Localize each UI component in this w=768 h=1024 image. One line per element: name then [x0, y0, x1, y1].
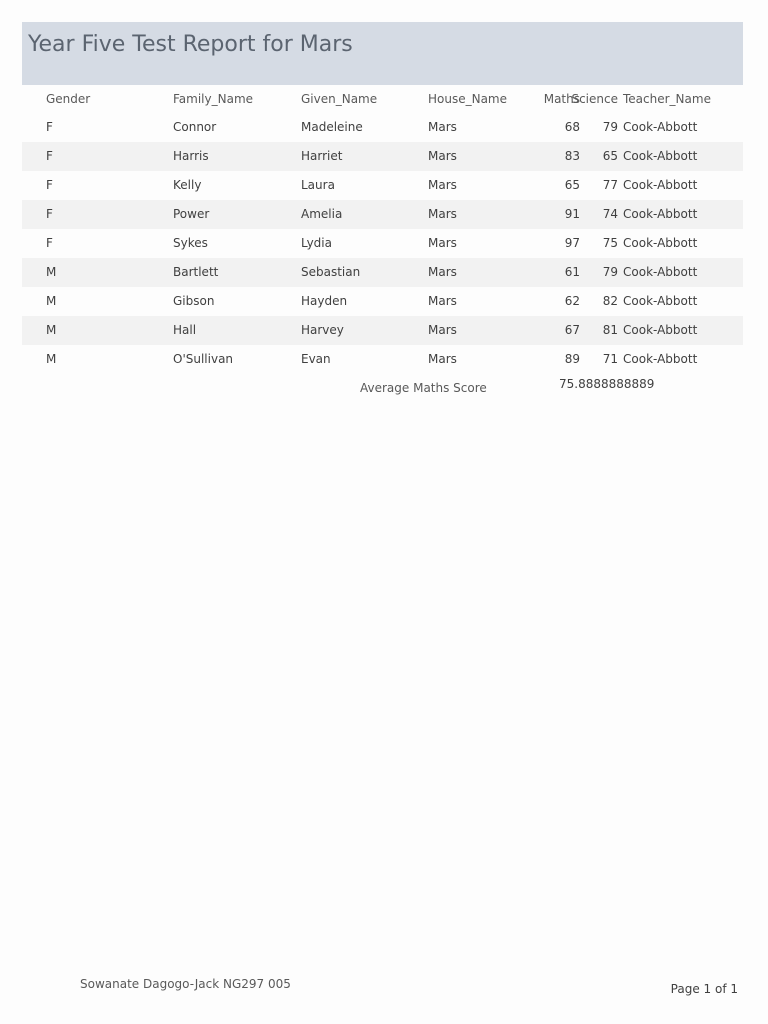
cell-given-name: Laura: [301, 178, 335, 192]
cell-family-name: Sykes: [173, 236, 208, 250]
cell-maths: 62: [564, 294, 580, 308]
table-row: [22, 171, 743, 200]
table-row: [22, 345, 743, 374]
cell-science: 81: [602, 323, 618, 337]
report-header: [22, 22, 743, 85]
table-row: [22, 113, 743, 142]
cell-gender: F: [46, 236, 53, 250]
cell-teacher-name: Cook-Abbott: [623, 149, 698, 163]
cell-family-name: Connor: [173, 120, 217, 134]
cell-teacher-name: Cook-Abbott: [623, 236, 698, 250]
cell-family-name: Gibson: [173, 294, 215, 308]
cell-given-name: Sebastian: [301, 265, 361, 279]
cell-given-name: Madeleine: [301, 120, 363, 134]
cell-given-name: Harriet: [301, 149, 343, 163]
column-header-given-name: Given_Name: [301, 92, 378, 106]
cell-teacher-name: Cook-Abbott: [623, 178, 698, 192]
cell-house-name: Mars: [428, 178, 457, 192]
footer-author: Sowanate Dagogo-Jack NG297 005: [80, 977, 291, 991]
cell-science: 79: [602, 120, 618, 134]
cell-house-name: Mars: [428, 265, 457, 279]
cell-teacher-name: Cook-Abbott: [623, 294, 698, 308]
cell-science: 75: [602, 236, 618, 250]
cell-maths: 67: [564, 323, 580, 337]
cell-gender: M: [46, 323, 57, 337]
cell-given-name: Hayden: [301, 294, 348, 308]
cell-science: 74: [602, 207, 618, 221]
table-row: [22, 258, 743, 287]
column-header-maths: Maths: [543, 92, 580, 106]
cell-house-name: Mars: [428, 294, 457, 308]
cell-given-name: Evan: [301, 352, 331, 366]
cell-house-name: Mars: [428, 120, 457, 134]
cell-teacher-name: Cook-Abbott: [623, 207, 698, 221]
cell-house-name: Mars: [428, 149, 457, 163]
cell-given-name: Amelia: [301, 207, 343, 221]
cell-gender: F: [46, 178, 53, 192]
report-title: Year Five Test Report for Mars: [28, 32, 353, 57]
cell-house-name: Mars: [428, 323, 457, 337]
average-maths-value: 75.8888888889: [559, 377, 655, 391]
column-header-science: Science: [571, 92, 618, 106]
table-row: [22, 287, 743, 316]
cell-teacher-name: Cook-Abbott: [623, 265, 698, 279]
column-header-house-name: House_Name: [428, 92, 508, 106]
cell-maths: 83: [564, 149, 580, 163]
average-maths-label: Average Maths Score: [360, 381, 487, 395]
cell-family-name: Power: [173, 207, 210, 221]
table-row: [22, 229, 743, 258]
cell-house-name: Mars: [428, 352, 457, 366]
cell-maths: 89: [564, 352, 580, 366]
cell-given-name: Harvey: [301, 323, 344, 337]
cell-maths: 91: [564, 207, 580, 221]
cell-gender: M: [46, 265, 57, 279]
cell-teacher-name: Cook-Abbott: [623, 323, 698, 337]
footer-page-number: Page 1 of 1: [670, 982, 738, 996]
cell-family-name: Harris: [173, 149, 209, 163]
column-header-teacher-name: Teacher_Name: [623, 92, 711, 106]
table-row: [22, 316, 743, 345]
column-header-gender: Gender: [46, 92, 91, 106]
report-table-body: [22, 113, 743, 374]
cell-science: 71: [602, 352, 618, 366]
cell-maths: 68: [564, 120, 580, 134]
cell-family-name: O'Sullivan: [173, 352, 234, 366]
cell-family-name: Kelly: [173, 178, 202, 192]
table-row: [22, 200, 743, 229]
cell-given-name: Lydia: [301, 236, 332, 250]
cell-gender: M: [46, 294, 57, 308]
cell-family-name: Hall: [173, 323, 197, 337]
cell-family-name: Bartlett: [173, 265, 219, 279]
cell-science: 77: [602, 178, 618, 192]
cell-house-name: Mars: [428, 207, 457, 221]
cell-maths: 61: [564, 265, 580, 279]
cell-maths: 65: [564, 178, 580, 192]
cell-teacher-name: Cook-Abbott: [623, 120, 698, 134]
cell-science: 82: [602, 294, 618, 308]
cell-teacher-name: Cook-Abbott: [623, 352, 698, 366]
table-row: [22, 142, 743, 171]
cell-science: 79: [602, 265, 618, 279]
column-header-row: [22, 90, 743, 110]
cell-science: 65: [602, 149, 618, 163]
cell-gender: F: [46, 120, 53, 134]
column-header-family-name: Family_Name: [173, 92, 254, 106]
cell-gender: M: [46, 352, 57, 366]
cell-maths: 97: [564, 236, 580, 250]
cell-gender: F: [46, 149, 53, 163]
cell-house-name: Mars: [428, 236, 457, 250]
cell-gender: F: [46, 207, 53, 221]
